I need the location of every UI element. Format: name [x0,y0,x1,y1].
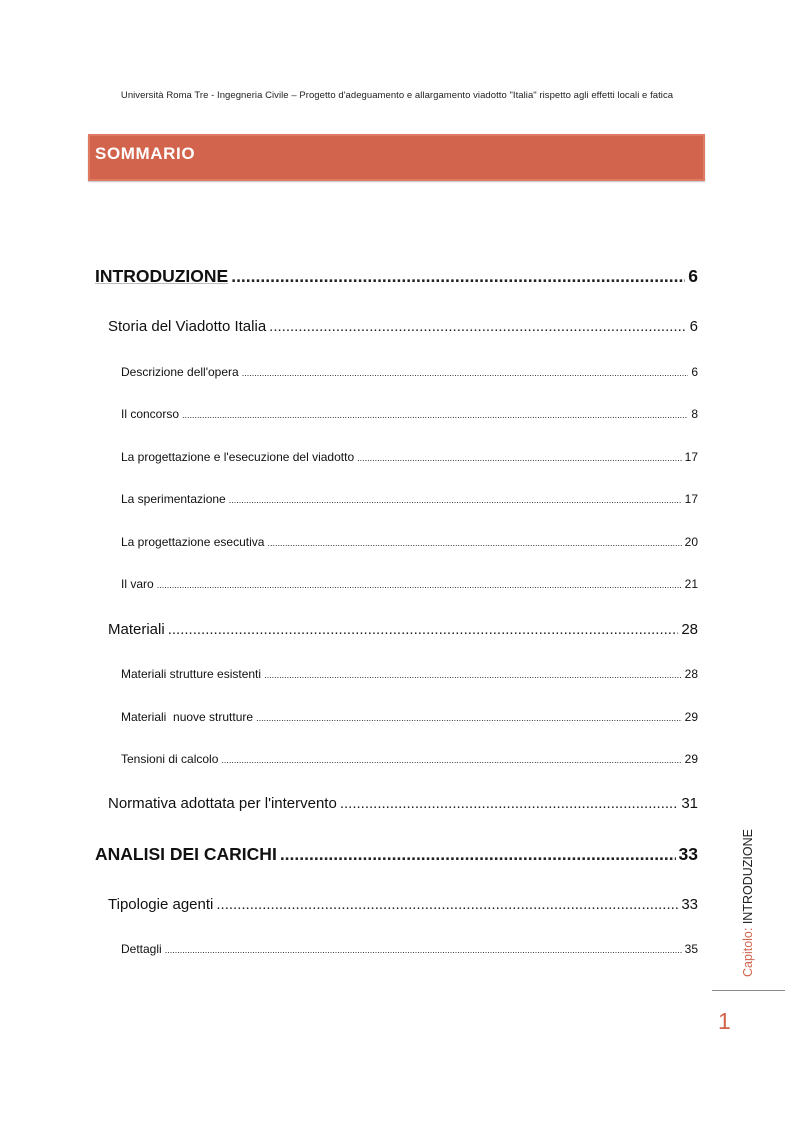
toc-entry-page: 35 [684,942,698,956]
toc-entry-normativa[interactable] [108,795,698,812]
toc-entry-title: ANALISI DEI CARICHI [95,844,277,864]
toc-entry-materiali-esistenti[interactable] [121,667,698,681]
toc-entry-sperimentazione[interactable] [121,492,698,506]
toc-entry-page: 6 [688,266,698,286]
toc-entry-title: La progettazione e l'esecuzione del viadotto [121,450,355,464]
toc-entry-progettazione-esecuzione[interactable] [121,450,698,464]
toc-entry-title: Tensioni di calcolo [121,752,219,766]
toc-entry-page: 31 [681,795,698,812]
running-header: Università Roma Tre - Ingegneria Civile – Progetto d'adeguamento e allargamento viadotto "Italia" rispetto agli effetti locali e fatica [120,90,674,101]
toc-entry-title: Storia del Viadotto Italia [108,318,267,335]
toc-entry-title: Normativa adottata per l'intervento [108,795,337,812]
toc-entry-page: 33 [678,844,698,864]
toc-entry-storia[interactable] [108,318,698,335]
toc-entry-title: Il concorso [121,407,180,421]
toc-entry-page: 6 [691,365,698,379]
toc-entry-page: 29 [684,710,698,724]
page-number: 1 [718,1008,731,1034]
sidebar-divider [712,990,785,991]
toc-entry-page: 33 [681,896,698,913]
toc-entry-page: 17 [684,450,698,464]
section-title: SOMMARIO [95,144,196,163]
toc-entry-title: Materiali strutture esistenti [121,667,262,681]
toc-entry-page: 8 [691,407,698,421]
toc-entry-tensioni[interactable] [121,752,698,766]
toc-entry-page: 20 [684,535,698,549]
chapter-sidebar [741,829,755,977]
toc-entry-introduzione[interactable] [95,266,698,287]
section-banner [88,134,705,181]
toc-entry-page: 29 [684,752,698,766]
toc-entry-title: Materiali [108,621,165,638]
toc-entry-analisi-carichi[interactable] [95,844,698,865]
toc-entry-title: Materiali nuove strutture [121,710,254,724]
toc-entry-concorso[interactable] [121,407,698,421]
toc-entry-title: La progettazione esecutiva [121,535,265,549]
toc-entry-materiali-nuove[interactable] [121,710,698,724]
toc-entry-page: 17 [684,492,698,506]
toc-entry-title: Tipologie agenti [108,896,214,913]
toc-entry-page: 21 [684,577,698,591]
toc-entry-page: 28 [684,667,698,681]
chapter-label: Capitolo: [741,924,755,977]
toc-entry-title: Descrizione dell'opera [121,365,239,379]
toc-entry-title: La sperimentazione [121,492,226,506]
toc-entry-title: INTRODUZIONE [95,266,229,286]
toc-entry-progettazione-esecutiva[interactable] [121,535,698,549]
toc-entry-page: 28 [681,621,698,638]
toc-entry-dettagli[interactable] [121,942,698,956]
toc-entry-descrizione[interactable] [121,365,698,379]
toc-entry-title: Dettagli [121,942,162,956]
toc-entry-page: 6 [689,318,698,335]
toc-entry-varo[interactable] [121,577,698,591]
toc-entry-title: Il varo [121,577,154,591]
chapter-name: INTRODUZIONE [741,829,755,925]
toc-entry-materiali[interactable] [108,621,698,638]
toc-entry-tipologie-agenti[interactable] [108,896,698,913]
